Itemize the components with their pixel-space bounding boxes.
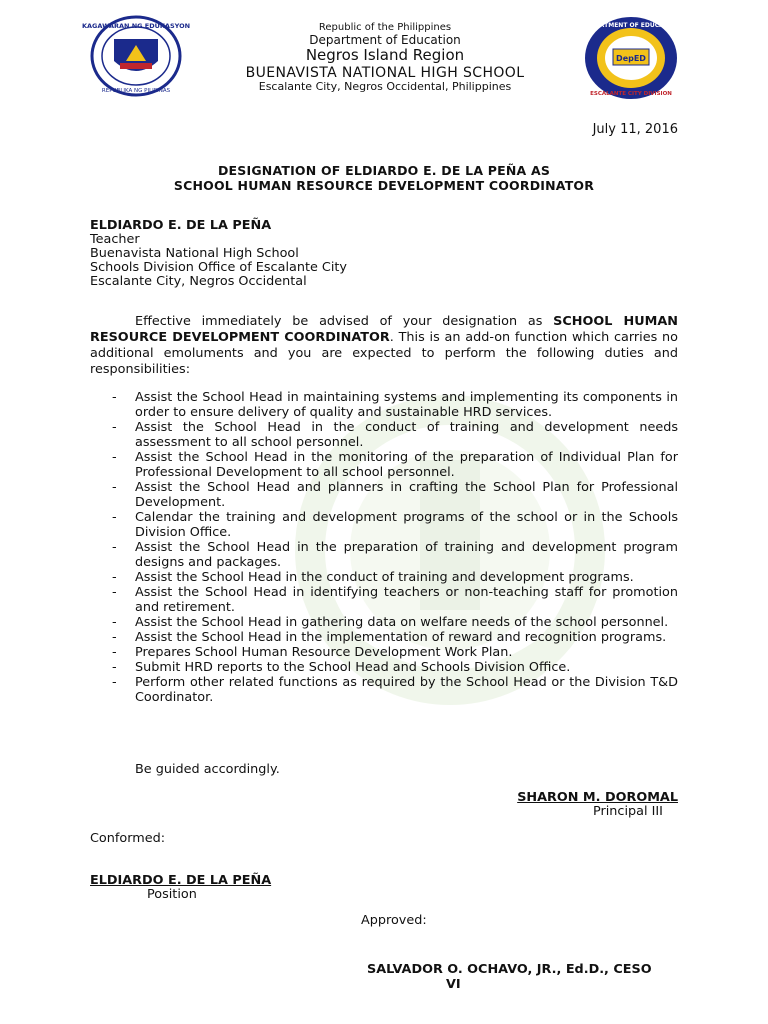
duty-text: Assist the School Head in identifying teachers or non-teaching staff for promotion and retirement. <box>135 585 678 615</box>
duty-item <box>112 390 678 420</box>
addressee-name: ELDIARDO E. DE LA PEÑA <box>90 218 272 233</box>
addressee-block <box>90 219 347 289</box>
duties-list <box>112 390 678 705</box>
left-seal-bottom-text: REPUBLIKA NG PILIPINAS <box>101 88 171 94</box>
duty-item <box>112 645 678 660</box>
superintendent-name-line-1: SALVADOR O. OCHAVO, JR., Ed.D., CESO <box>367 962 652 977</box>
letterhead-region: Negros Island Region <box>305 46 465 65</box>
duty-bullet: - <box>112 615 117 630</box>
duty-bullet: - <box>112 645 117 660</box>
letterhead-republic: Republic of the Philippines <box>318 22 452 33</box>
principal-position: Principal III <box>593 804 663 819</box>
letter-title <box>90 163 678 193</box>
duty-bullet: - <box>112 660 117 675</box>
duty-item <box>112 510 678 540</box>
right-seal-top-text: DEPARTMENT OF EDUCATION <box>582 22 680 29</box>
duty-text: Prepares School Human Resource Development Work Plan. <box>135 645 513 660</box>
duty-item <box>112 675 678 705</box>
intro-paragraph <box>90 314 678 378</box>
designee-position: Position <box>147 887 197 902</box>
intro-text-after: . This is an add-on function which carries no additional emoluments and you are expected to perform the following duties and responsibilities: <box>90 330 678 377</box>
duty-item <box>112 615 678 630</box>
letterhead-department: Department of Education <box>309 32 461 47</box>
title-line-2: SCHOOL HUMAN RESOURCE DEVELOPMENT COORDINATOR <box>173 178 595 193</box>
designee-name: ELDIARDO E. DE LA PEÑA <box>90 873 272 888</box>
deped-seal-icon <box>81 15 191 97</box>
duty-text: Assist the School Head in maintaining systems and implementing its components in order to ensure delivery of quality and sustainable HRD services. <box>135 390 678 420</box>
duty-text: Perform other related functions as required by the School Head or the Division T&D Coordinator. <box>135 675 678 705</box>
letterhead-school: BUENAVISTA NATIONAL HIGH SCHOOL <box>245 64 525 81</box>
intro-designation: SCHOOL HUMAN RESOURCE DEVELOPMENT COORDINATOR <box>90 314 679 345</box>
duty-item <box>112 570 678 585</box>
closing-remark: Be guided accordingly. <box>135 762 280 777</box>
intro-text-before: Effective immediately be advised of your designation as <box>135 314 554 329</box>
duty-text: Assist the School Head in the conduct of training and development programs. <box>135 570 634 585</box>
duty-bullet: - <box>112 630 117 645</box>
duty-item <box>112 585 678 615</box>
duty-bullet: - <box>112 570 117 585</box>
duty-bullet: - <box>112 675 117 690</box>
superintendent-name <box>367 962 687 992</box>
duty-bullet: - <box>112 450 117 465</box>
duty-text: Assist the School Head in the preparation of training and development program designs and packages. <box>135 540 678 570</box>
duty-item <box>112 540 678 570</box>
duty-item <box>112 630 678 645</box>
duty-item <box>112 450 678 480</box>
duty-bullet: - <box>112 420 117 435</box>
approved-label: Approved: <box>361 913 427 928</box>
duty-text: Assist the School Head in the monitoring of the preparation of Individual Plan for Professional Development to all school personnel. <box>135 450 678 480</box>
superintendent-name-line-2: VI <box>446 977 461 992</box>
addressee-position: Teacher <box>90 232 140 247</box>
duty-text: Assist the School Head and planners in crafting the School Plan for Professional Development. <box>135 480 678 510</box>
right-seal-bottom-text: ESCALANTE CITY DIVISION <box>590 91 672 97</box>
duty-text: Assist the School Head in gathering data on welfare needs of the school personnel. <box>135 615 669 630</box>
duty-item <box>112 660 678 675</box>
duty-bullet: - <box>112 510 117 525</box>
letterhead-address: Escalante City, Negros Occidental, Philippines <box>258 79 512 93</box>
right-seal-center-text: DepED <box>616 54 646 63</box>
duty-text: Submit HRD reports to the School Head and Schools Division Office. <box>135 660 571 675</box>
left-seal-top-text: KAGAWARAN NG EDUKASYON <box>81 22 191 30</box>
addressee-office: Schools Division Office of Escalante City <box>90 260 347 275</box>
addressee-school: Buenavista National High School <box>90 246 299 261</box>
duty-bullet: - <box>112 540 117 555</box>
duty-bullet: - <box>112 480 117 495</box>
duty-text: Assist the School Head in the conduct of training and development needs assessment to all school personnel. <box>135 420 678 450</box>
duty-bullet: - <box>112 585 117 600</box>
title-line-1: DESIGNATION OF ELDIARDO E. DE LA PEÑA AS <box>217 163 551 178</box>
conformed-label: Conformed: <box>90 831 166 846</box>
letter-date: July 11, 2016 <box>592 122 678 137</box>
principal-name: SHARON M. DOROMAL <box>517 790 678 805</box>
duty-text: Calendar the training and development programs of the school or in the Schools Division Office. <box>135 510 678 540</box>
duty-bullet: - <box>112 390 117 405</box>
duty-text: Assist the School Head in the implementation of reward and recognition programs. <box>135 630 667 645</box>
addressee-location: Escalante City, Negros Occidental <box>90 274 307 289</box>
division-seal-icon <box>583 15 679 101</box>
duty-item <box>112 420 678 450</box>
duty-item <box>112 480 678 510</box>
letterhead <box>190 22 580 93</box>
